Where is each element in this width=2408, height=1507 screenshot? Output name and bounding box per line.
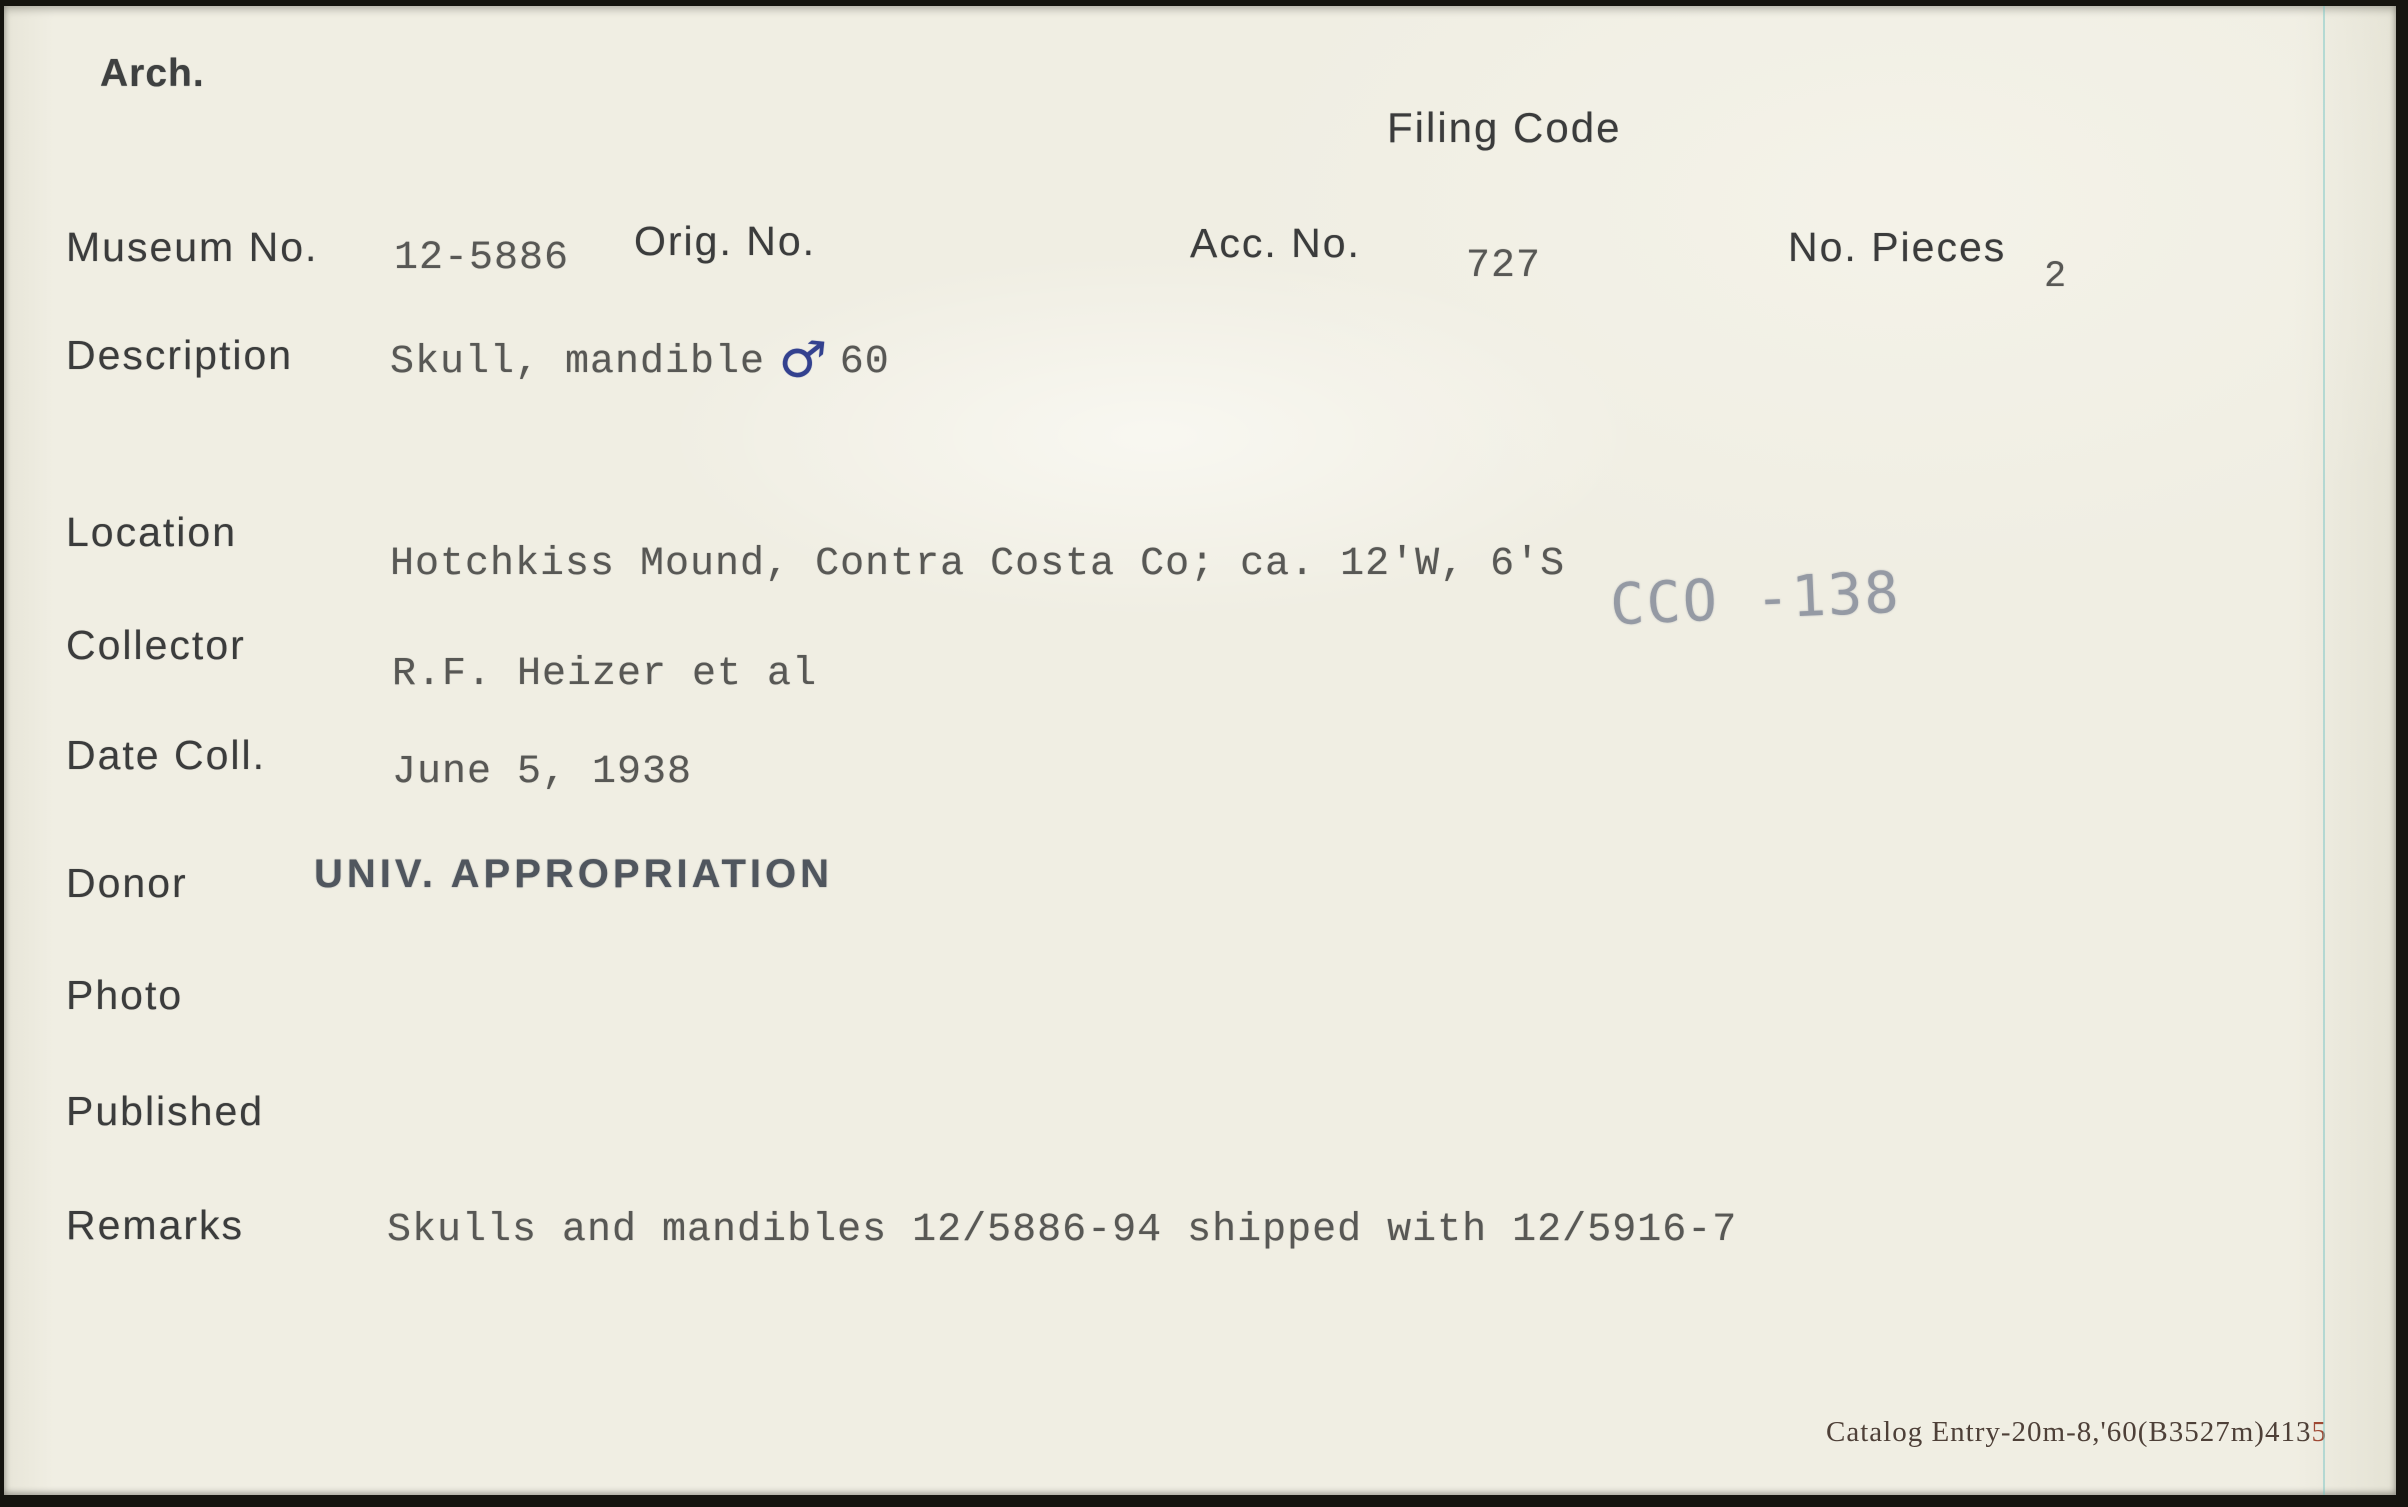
no-pieces-label: No. Pieces [1788,224,2007,270]
acc-no-label: Acc. No. [1190,220,1361,266]
location-label: Location [66,509,238,555]
photo-label: Photo [66,972,184,1018]
catalog-entry-imprint [1826,1416,2327,1449]
date-collected-value: June 5, 1938 [392,750,693,795]
museum-no-label: Museum No. [66,224,319,270]
catalog-entry-last-digit: 5 [2311,1416,2327,1448]
remarks-label: Remarks [66,1202,245,1248]
museum-no-value: 12-5886 [394,236,570,281]
catalog-card [4,6,2396,1495]
filing-code-label: Filing Code [1387,104,1622,151]
catalog-entry-text: Catalog Entry-20m-8,'60(B3527m)413 [1826,1416,2312,1448]
description-label: Description [66,332,294,378]
date-collected-label: Date Coll. [66,732,267,778]
collector-label: Collector [66,622,246,668]
description-age-value: 60 [839,340,890,385]
remarks-value: Skulls and mandibles 12/5886-94 shipped with 12/5916-7 [387,1208,1738,1253]
site-code-stamp: CCO -138 [1608,559,1902,639]
collector-value: R.F. Heizer et al [392,652,818,697]
published-label: Published [66,1088,265,1134]
card-cyan-rule [2323,6,2325,1495]
orig-no-label: Orig. No. [634,218,817,264]
donor-label: Donor [66,860,188,906]
description-value: Skull, mandible [390,340,766,385]
archaeology-dept-stamp: Arch. [100,52,205,95]
no-pieces-value: 2 [2044,256,2068,298]
acc-no-value: 727 [1466,244,1542,289]
location-value: Hotchkiss Mound, Contra Costa Co; ca. 12'W, 6'S [390,542,1566,587]
donor-stamp: UNIV. APPROPRIATION [314,852,834,896]
male-sex-symbol-annotation: ♂ [776,327,829,393]
